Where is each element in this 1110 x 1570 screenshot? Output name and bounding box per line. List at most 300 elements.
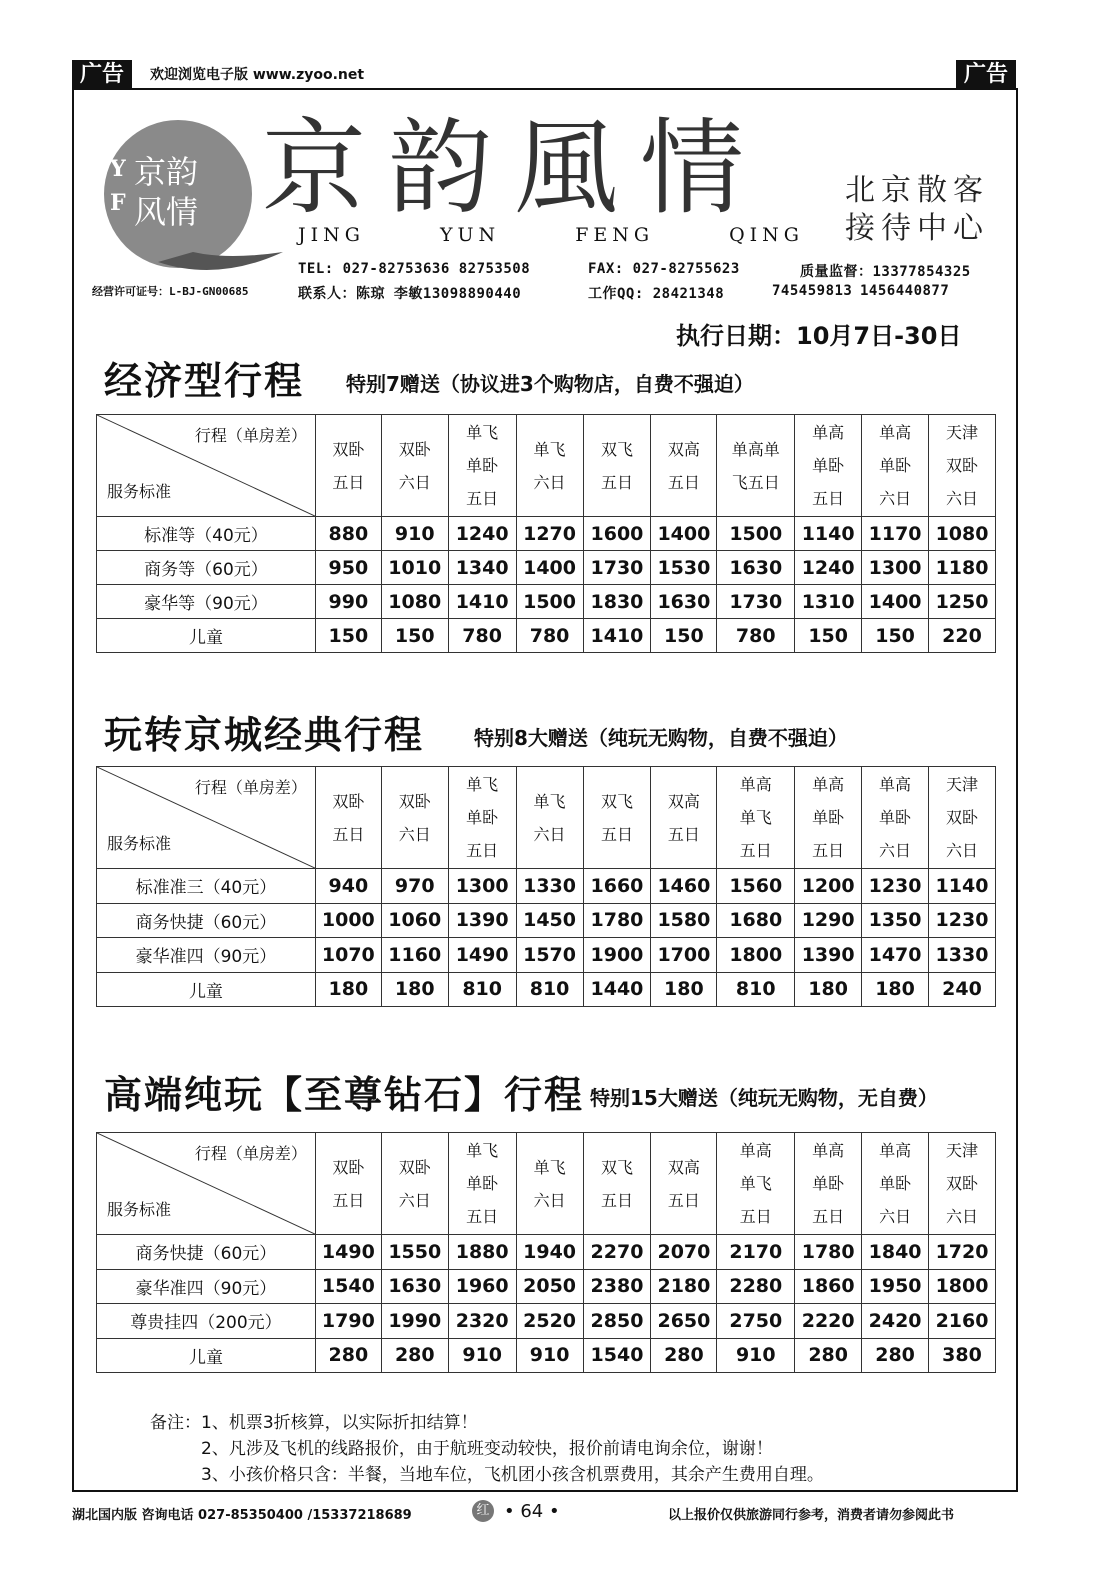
price-cell: 1460 xyxy=(651,869,717,904)
column-header-line: 五日 xyxy=(739,841,772,860)
fax-text: FAX: 027-82755623 xyxy=(588,261,740,277)
pinyin-4: QING xyxy=(729,224,804,246)
column-header-line: 五日 xyxy=(600,1190,633,1210)
price-cell: 1230 xyxy=(929,903,996,938)
logo-text-line2: 风情 xyxy=(134,193,199,231)
column-header-line: 双飞 xyxy=(600,791,633,811)
price-cell: 880 xyxy=(315,517,381,551)
price-cell: 810 xyxy=(448,972,516,1007)
row-label: 豪华等（90元） xyxy=(97,585,316,619)
column-header-line: 单飞 xyxy=(533,439,566,459)
table-corner-cell xyxy=(97,415,316,517)
price-cell: 1990 xyxy=(381,1304,448,1339)
price-cell: 1330 xyxy=(929,938,996,973)
column-header-line: 单飞 xyxy=(533,1157,566,1177)
price-cell: 380 xyxy=(929,1338,996,1373)
price-cell: 2270 xyxy=(583,1235,651,1270)
price-cell: 1900 xyxy=(583,938,651,973)
column-header-line: 六日 xyxy=(398,472,431,492)
column-header-line: 五日 xyxy=(667,472,700,492)
column-header-line: 单飞 xyxy=(739,808,772,827)
price-cell: 1630 xyxy=(651,585,717,619)
price-cell: 2050 xyxy=(516,1269,583,1304)
price-table-diamond xyxy=(96,1132,996,1373)
price-cell: 2180 xyxy=(651,1269,717,1304)
price-cell: 2850 xyxy=(583,1304,651,1339)
price-cell: 150 xyxy=(795,619,862,653)
column-header-line: 六日 xyxy=(879,489,912,508)
column-header-line: 单卧 xyxy=(466,456,499,475)
price-cell: 910 xyxy=(717,1338,795,1373)
row-label: 豪华准四（90元） xyxy=(97,1269,316,1304)
price-cell: 1700 xyxy=(651,938,717,973)
section1-subtitle: 特别7赠送（协议进3个购物店，自费不强迫） xyxy=(346,372,754,396)
price-cell: 910 xyxy=(516,1338,583,1373)
column-header-line: 双飞 xyxy=(600,1157,633,1177)
price-cell: 1600 xyxy=(583,517,651,551)
price-cell: 2750 xyxy=(717,1304,795,1339)
notes xyxy=(150,1410,824,1488)
column-header-line: 六日 xyxy=(533,824,566,844)
price-cell: 1180 xyxy=(929,551,996,585)
column-header-line: 五日 xyxy=(812,841,845,860)
column-header-line: 六日 xyxy=(398,824,431,844)
table-row xyxy=(97,1338,996,1373)
ad-tag-right: 广告 xyxy=(956,60,1016,90)
row-label: 标准等（40元） xyxy=(97,517,316,551)
price-cell: 280 xyxy=(381,1338,448,1373)
column-header-line: 单高 xyxy=(812,1141,845,1160)
table-header-row xyxy=(97,415,996,517)
price-cell: 1340 xyxy=(448,551,516,585)
price-cell: 1860 xyxy=(795,1269,862,1304)
license-text: 经营许可证号：L-BJ-GN00685 xyxy=(92,285,249,298)
column-header-line: 单高 xyxy=(812,423,845,442)
price-cell: 1350 xyxy=(862,903,929,938)
price-cell: 1940 xyxy=(516,1235,583,1270)
price-cell: 1310 xyxy=(795,585,862,619)
price-cell: 2320 xyxy=(448,1304,516,1339)
ad-tag-left: 广告 xyxy=(72,60,132,90)
column-header-line: 单卧 xyxy=(879,1174,912,1193)
footer-right: 以上报价仅供旅游同行参考，消费者请勿参阅此书 xyxy=(668,1508,955,1523)
column-header-line: 五日 xyxy=(667,1190,700,1210)
logo-letter-f: F xyxy=(110,190,126,216)
column-header xyxy=(448,415,516,517)
price-cell: 180 xyxy=(381,972,448,1007)
price-cell: 2070 xyxy=(651,1235,717,1270)
price-cell: 280 xyxy=(862,1338,929,1373)
row-label: 儿童 xyxy=(97,972,316,1007)
column-header-line: 六日 xyxy=(533,1190,566,1210)
column-header xyxy=(516,415,583,517)
brand-tagline xyxy=(845,172,989,248)
column-header xyxy=(381,415,448,517)
column-header-line: 单高 xyxy=(739,1141,772,1160)
column-header-line: 双飞 xyxy=(600,439,633,459)
note-item: 3、小孩价格只含：半餐，当地车位，飞机团小孩含机票费用，其余产生费用自理。 xyxy=(201,1465,824,1485)
price-cell: 1400 xyxy=(862,585,929,619)
column-header-line: 五日 xyxy=(667,824,700,844)
price-cell: 180 xyxy=(862,972,929,1007)
price-table-economy xyxy=(96,414,996,653)
price-cell: 780 xyxy=(448,619,516,653)
row-label: 儿童 xyxy=(97,1338,316,1373)
column-header xyxy=(516,767,583,869)
qq-text-2: 745459813 xyxy=(772,283,853,299)
column-header-line: 单卧 xyxy=(812,1174,845,1193)
brand-name: 京韵風情 xyxy=(262,107,767,229)
column-header xyxy=(516,1133,583,1235)
price-cell: 1490 xyxy=(315,1235,381,1270)
price-cell: 1330 xyxy=(516,869,583,904)
column-header xyxy=(651,415,717,517)
column-header xyxy=(717,767,795,869)
column-header-line: 六日 xyxy=(946,489,979,508)
price-cell: 180 xyxy=(795,972,862,1007)
corner-label-top: 行程（单房差） xyxy=(194,778,307,797)
column-header xyxy=(717,1133,795,1235)
table-corner-cell xyxy=(97,1133,316,1235)
price-cell: 1250 xyxy=(929,585,996,619)
column-header-line: 五日 xyxy=(332,472,365,492)
price-cell: 970 xyxy=(381,869,448,904)
column-header-line: 单高单 xyxy=(731,439,780,459)
price-cell: 280 xyxy=(795,1338,862,1373)
price-cell: 1400 xyxy=(516,551,583,585)
price-cell: 2520 xyxy=(516,1304,583,1339)
price-cell: 2650 xyxy=(651,1304,717,1339)
price-cell: 1950 xyxy=(862,1269,929,1304)
row-label: 尊贵挂四（200元） xyxy=(97,1304,316,1339)
column-header-line: 天津 xyxy=(946,1141,979,1160)
price-cell: 1080 xyxy=(381,585,448,619)
column-header-line: 双高 xyxy=(667,791,700,811)
price-cell: 2160 xyxy=(929,1304,996,1339)
logo-text-line1: 京韵 xyxy=(134,153,199,191)
note-item: 1、机票3折核算，以实际折扣结算！ xyxy=(201,1413,478,1433)
column-header xyxy=(381,767,448,869)
column-header-line: 五日 xyxy=(466,1207,499,1226)
corner-label-bottom: 服务标准 xyxy=(107,834,172,853)
notes-label: 备注： xyxy=(150,1413,201,1433)
price-cell: 1200 xyxy=(795,869,862,904)
table-row xyxy=(97,551,996,585)
column-header-line: 单飞 xyxy=(739,1174,772,1193)
column-header xyxy=(315,767,381,869)
price-cell: 1240 xyxy=(795,551,862,585)
price-cell: 150 xyxy=(381,619,448,653)
price-cell: 150 xyxy=(651,619,717,653)
column-header-line: 六日 xyxy=(533,472,566,492)
section3-subtitle: 特别15大赠送（纯玩无购物，无自费） xyxy=(590,1086,938,1110)
table-row xyxy=(97,869,996,904)
price-cell: 910 xyxy=(381,517,448,551)
column-header-line: 五日 xyxy=(600,472,633,492)
price-cell: 1140 xyxy=(795,517,862,551)
column-header-line: 双高 xyxy=(667,1157,700,1177)
column-header xyxy=(862,415,929,517)
page-number: • 64 • xyxy=(504,1501,560,1522)
column-header xyxy=(929,1133,996,1235)
section2-subtitle: 特别8大赠送（纯玩无购物，自费不强迫） xyxy=(474,726,848,750)
price-cell: 1160 xyxy=(381,938,448,973)
table-corner-cell xyxy=(97,767,316,869)
column-header-line: 双卧 xyxy=(332,439,365,459)
price-cell: 1540 xyxy=(315,1269,381,1304)
price-cell: 990 xyxy=(315,585,381,619)
price-cell: 1830 xyxy=(583,585,651,619)
column-header-line: 单飞 xyxy=(533,791,566,811)
corner-label-bottom: 服务标准 xyxy=(107,482,172,501)
column-header-line: 双卧 xyxy=(945,808,978,827)
column-header-line: 单卧 xyxy=(879,808,912,827)
column-header-line: 单飞 xyxy=(466,1141,499,1160)
column-header-line: 双卧 xyxy=(398,1157,431,1177)
column-header xyxy=(315,1133,381,1235)
price-cell: 1790 xyxy=(315,1304,381,1339)
price-cell: 910 xyxy=(448,1338,516,1373)
table-row xyxy=(97,619,996,653)
price-cell: 1140 xyxy=(929,869,996,904)
column-header-line: 五日 xyxy=(466,489,499,508)
column-header-line: 单卧 xyxy=(812,808,845,827)
tel-text: TEL: 027-82753636 82753508 xyxy=(298,261,531,277)
column-header-line: 五日 xyxy=(600,824,633,844)
price-cell: 1540 xyxy=(583,1338,651,1373)
price-cell: 1080 xyxy=(929,517,996,551)
column-header-line: 双高 xyxy=(667,439,700,459)
column-header xyxy=(862,767,929,869)
note-item: 2、凡涉及飞机的线路报价，由于航班变动较快，报价前请电询余位，谢谢！ xyxy=(201,1439,773,1459)
price-cell: 1560 xyxy=(717,869,795,904)
price-cell: 1400 xyxy=(651,517,717,551)
price-cell: 950 xyxy=(315,551,381,585)
column-header-line: 单飞 xyxy=(466,423,499,442)
price-cell: 1240 xyxy=(448,517,516,551)
footer-left: 湖北国内版 咨询电话 027-85350400 /15337218689 xyxy=(72,1508,412,1523)
price-cell: 1550 xyxy=(381,1235,448,1270)
price-cell: 180 xyxy=(315,972,381,1007)
corner-label-top: 行程（单房差） xyxy=(194,1144,307,1163)
price-cell: 220 xyxy=(929,619,996,653)
column-header-line: 五日 xyxy=(332,1190,365,1210)
row-label: 商务等（60元） xyxy=(97,551,316,585)
column-header xyxy=(929,767,996,869)
table-row xyxy=(97,938,996,973)
column-header-line: 单卧 xyxy=(466,808,499,827)
price-cell: 1470 xyxy=(862,938,929,973)
welcome-text: 欢迎浏览电子版 www.zyoo.net xyxy=(150,67,365,83)
column-header-line: 双卧 xyxy=(332,791,365,811)
exec-date: 执行日期：10月7日-30日 xyxy=(676,322,962,350)
price-cell: 240 xyxy=(929,972,996,1007)
column-header-line: 飞五日 xyxy=(731,472,780,492)
pinyin-2: YUN xyxy=(439,224,501,246)
column-header-line: 单卧 xyxy=(466,1174,499,1193)
column-header-line: 双卧 xyxy=(332,1157,365,1177)
price-cell: 1010 xyxy=(381,551,448,585)
price-cell: 1530 xyxy=(651,551,717,585)
column-header xyxy=(795,767,862,869)
price-cell: 1450 xyxy=(516,903,583,938)
section3-title: 高端纯玩【至尊钻石】行程 xyxy=(104,1072,585,1117)
logo-letter-y: Y xyxy=(110,156,126,182)
price-cell: 1880 xyxy=(448,1235,516,1270)
table-row xyxy=(97,1269,996,1304)
price-cell: 1060 xyxy=(381,903,448,938)
column-header-line: 双卧 xyxy=(398,791,431,811)
price-cell: 1630 xyxy=(381,1269,448,1304)
table-row xyxy=(97,585,996,619)
pinyin-3: FENG xyxy=(575,224,655,246)
column-header xyxy=(583,415,651,517)
price-cell: 1960 xyxy=(448,1269,516,1304)
price-cell: 150 xyxy=(315,619,381,653)
column-header-line: 单高 xyxy=(812,775,845,794)
price-table-classic xyxy=(96,766,996,1007)
price-cell: 1440 xyxy=(583,972,651,1007)
column-header-line: 五日 xyxy=(812,489,845,508)
price-cell: 1500 xyxy=(717,517,795,551)
price-cell: 1570 xyxy=(516,938,583,973)
price-cell: 1840 xyxy=(862,1235,929,1270)
price-cell: 1500 xyxy=(516,585,583,619)
column-header-line: 六日 xyxy=(879,1207,912,1226)
price-cell: 1300 xyxy=(448,869,516,904)
column-header-line: 双卧 xyxy=(398,439,431,459)
row-label: 商务快捷（60元） xyxy=(97,903,316,938)
price-cell: 1630 xyxy=(717,551,795,585)
price-cell: 1390 xyxy=(448,903,516,938)
column-header-line: 五日 xyxy=(739,1207,772,1226)
column-header-line: 双卧 xyxy=(946,1174,979,1193)
price-cell: 1300 xyxy=(862,551,929,585)
price-cell: 1780 xyxy=(583,903,651,938)
supervision-text: 质量监督：13377854325 xyxy=(800,264,971,280)
section2-title: 玩转京城经典行程 xyxy=(104,712,425,757)
column-header xyxy=(448,767,516,869)
price-cell: 780 xyxy=(717,619,795,653)
column-header-line: 天津 xyxy=(945,775,978,794)
price-cell: 1410 xyxy=(448,585,516,619)
price-cell: 1580 xyxy=(651,903,717,938)
column-header xyxy=(717,415,795,517)
column-header xyxy=(795,1133,862,1235)
price-cell: 1720 xyxy=(929,1235,996,1270)
column-header-line: 六日 xyxy=(945,841,978,860)
table-row xyxy=(97,972,996,1007)
column-header-line: 单高 xyxy=(879,775,912,794)
price-cell: 1410 xyxy=(583,619,651,653)
column-header xyxy=(795,415,862,517)
price-cell: 1800 xyxy=(929,1269,996,1304)
table-row xyxy=(97,903,996,938)
price-cell: 2420 xyxy=(862,1304,929,1339)
column-header-line: 双卧 xyxy=(946,456,979,475)
pinyin-1: JING xyxy=(298,224,365,246)
logo-letter-j: J xyxy=(110,122,121,148)
column-header-line: 六日 xyxy=(879,841,912,860)
tagline-line1: 北京散客 xyxy=(845,173,989,208)
price-cell: 810 xyxy=(717,972,795,1007)
price-cell: 2280 xyxy=(717,1269,795,1304)
column-header-line: 天津 xyxy=(946,423,979,442)
tagline-line2: 接待中心 xyxy=(845,211,989,246)
column-header xyxy=(583,767,651,869)
column-header xyxy=(651,1133,717,1235)
price-cell: 1000 xyxy=(315,903,381,938)
price-cell: 1660 xyxy=(583,869,651,904)
price-cell: 1730 xyxy=(717,585,795,619)
price-cell: 1270 xyxy=(516,517,583,551)
price-cell: 280 xyxy=(651,1338,717,1373)
column-header xyxy=(315,415,381,517)
row-label: 标准准三（40元） xyxy=(97,869,316,904)
column-header-line: 五日 xyxy=(466,841,499,860)
column-header xyxy=(651,767,717,869)
price-cell: 2170 xyxy=(717,1235,795,1270)
table-header-row xyxy=(97,767,996,869)
section1-title: 经济型行程 xyxy=(104,358,305,403)
column-header-line: 单高 xyxy=(879,1141,912,1160)
contact-person: 联系人：陈琼 李敏13098890440 xyxy=(298,286,522,302)
price-cell: 1680 xyxy=(717,903,795,938)
price-cell: 280 xyxy=(315,1338,381,1373)
price-cell: 1730 xyxy=(583,551,651,585)
column-header-line: 五日 xyxy=(332,824,365,844)
qq-text-3: 1456440877 xyxy=(860,283,950,299)
price-cell: 940 xyxy=(315,869,381,904)
column-header-line: 六日 xyxy=(398,1190,431,1210)
table-header-row xyxy=(97,1133,996,1235)
column-header-line: 六日 xyxy=(946,1207,979,1226)
price-cell: 1800 xyxy=(717,938,795,973)
price-cell: 2220 xyxy=(795,1304,862,1339)
table-row xyxy=(97,1235,996,1270)
row-label: 儿童 xyxy=(97,619,316,653)
column-header-line: 单高 xyxy=(879,423,912,442)
footer-badge: 红 xyxy=(472,1500,494,1522)
column-header xyxy=(381,1133,448,1235)
price-cell: 1490 xyxy=(448,938,516,973)
price-cell: 1170 xyxy=(862,517,929,551)
price-cell: 810 xyxy=(516,972,583,1007)
column-header xyxy=(448,1133,516,1235)
corner-label-bottom: 服务标准 xyxy=(107,1200,172,1219)
price-cell: 780 xyxy=(516,619,583,653)
price-cell: 1780 xyxy=(795,1235,862,1270)
row-label: 商务快捷（60元） xyxy=(97,1235,316,1270)
table-row xyxy=(97,517,996,551)
brand-pinyin xyxy=(298,224,804,246)
brand-logo xyxy=(98,112,288,282)
price-cell: 1290 xyxy=(795,903,862,938)
row-label: 豪华准四（90元） xyxy=(97,938,316,973)
price-cell: 1230 xyxy=(862,869,929,904)
column-header-line: 单卧 xyxy=(812,456,845,475)
price-cell: 1070 xyxy=(315,938,381,973)
price-cell: 150 xyxy=(862,619,929,653)
column-header-line: 五日 xyxy=(812,1207,845,1226)
table-row xyxy=(97,1304,996,1339)
column-header-line: 单飞 xyxy=(466,775,499,794)
price-cell: 2380 xyxy=(583,1269,651,1304)
price-cell: 180 xyxy=(651,972,717,1007)
price-cell: 1390 xyxy=(795,938,862,973)
column-header xyxy=(583,1133,651,1235)
column-header-line: 单高 xyxy=(739,775,772,794)
